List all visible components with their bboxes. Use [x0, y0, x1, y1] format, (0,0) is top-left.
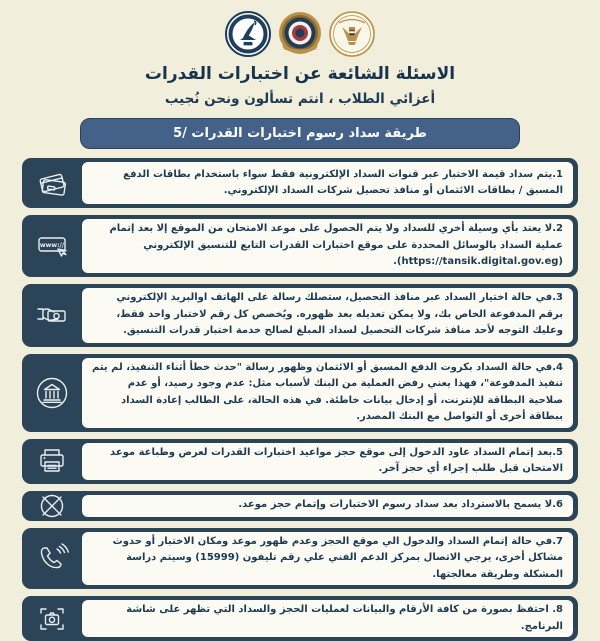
assessment-center-quill-logo-icon — [225, 11, 271, 57]
faq-item-3-text: 3.في حالة اختيار السداد عبر منافذ التحصيل، ستصلك رسالة على الهاتف اوالبريد الإلكتروني برقم المدفوعة الخاص بك، ولا يمكن تعديله بعد ظهوره. ويُخصص كل رقم لاختبار واحد فقط، وعليك التوجه لأحد منافذ شركات التحصيل لسداد المبلغ لصالح خدمة اختبار قدرات التنسيق. — [116, 292, 563, 337]
faq-item-5 — [22, 439, 578, 484]
header-logos — [0, 0, 600, 57]
years-of-excellence-medal-logo-icon — [277, 11, 323, 57]
faq-item-8-text: 8. احتفظ بصورة من كافة الأرقام والبيانات لعمليات الحجز والسداد التي تظهر على شاشة البرنامج. — [126, 604, 563, 632]
faq-item-7-text: 7.في حالة إتمام السداد والدخول الي موقع الحجز وعدم ظهور موعد ومكان الاختبار أو حدوث مشاكل أخرى، يرجي الاتصال بمركز الدعم الفني علي رقم تليفون (15999) وسيتم دراسة المشكلة وطريقة معالجتها. — [112, 535, 563, 580]
website-url-icon — [22, 215, 82, 277]
page-subtitle: أعزائي الطلاب ، انتم تسألون ونحن نُجيب — [164, 91, 436, 107]
faq-item-6-text-box — [82, 495, 573, 517]
ministry-eagle-logo-icon — [329, 11, 375, 57]
screenshot-camera-icon — [22, 596, 82, 641]
faq-item-6-text: 6.لا يسمح بالاسترداد بعد سداد رسوم الاختبارات وإتمام حجز موعد. — [238, 499, 563, 511]
printer-icon — [22, 439, 82, 484]
faq-item-4 — [22, 354, 578, 432]
phone-support-icon — [22, 528, 82, 590]
faq-item-2-text: 2.لا يعتد بأي وسيلة أخري للسداد ولا يتم الحصول على موعد الامتحان من الموقع إلا بعد إتمام عملية السداد بالوسائل المحددة على موقع اختبارات القدرات التابع للتنسيق الإلكتروني (https://tansik.digital.gov.eg). — [109, 223, 563, 267]
faq-items-list — [22, 158, 578, 641]
svg-text:www://: www:// — [39, 241, 65, 249]
section-banner: 5/ طريقة سداد رسوم اختبارات القدرات — [80, 118, 520, 149]
faq-item-4-text: 4.في حالة السداد بكروت الدفع المسبق أو الائتمان وظهور رسالة "حدث خطأ أثناء التنفيذ، لم يتم تنفيذ المدفوعة"، فهذا يعني رفض العملية من البنك لأسباب مثل: عدم وجود رصيد، أو عدم صلاحية البطاقة للإنترنت، أو إدخال بيانات خاطئة. في هذه الحالة، على الطالب إعادة السداد ببطاقة أخرى أو التواصل مع البنك المصدر. — [91, 361, 563, 422]
faq-item-2 — [22, 215, 578, 277]
faq-item-7-text-box — [82, 532, 573, 586]
faq-item-6 — [22, 491, 578, 521]
faq-item-3-text-box — [82, 288, 573, 343]
no-refund-icon — [22, 491, 82, 521]
faq-item-2-text-box — [82, 219, 573, 273]
faq-item-8 — [22, 596, 578, 641]
faq-item-1-text: 1.يتم سداد قيمة الاختبار عبر قنوات السداد الإلكترونية فقط سواء باستخدام بطاقات الدفع المسبق / بطاقات الائتمان أو منافذ تحصيل شركات السداد الإلكتروني. — [123, 168, 563, 196]
faq-item-5-text: 5.بعد إتمام السداد عاود الدخول إلى موقع حجز مواعيد اختبارات القدرات لعرض وطباعة موعد الامتحان قبل طلب إجراء أي حجز آخر. — [110, 446, 563, 474]
faq-item-1-text-box — [82, 162, 573, 204]
cash-payment-icon — [22, 284, 82, 347]
faq-item-5-text-box — [82, 443, 573, 480]
bank-icon — [22, 354, 82, 432]
credit-cards-icon — [22, 158, 82, 208]
page-title: الاسئلة الشائعة عن اختبارات القدرات — [144, 64, 456, 84]
faq-item-4-text-box — [82, 358, 573, 428]
faq-item-3 — [22, 284, 578, 347]
faq-item-7 — [22, 528, 578, 590]
faq-item-8-text-box — [82, 600, 573, 637]
faq-item-1 — [22, 158, 578, 208]
